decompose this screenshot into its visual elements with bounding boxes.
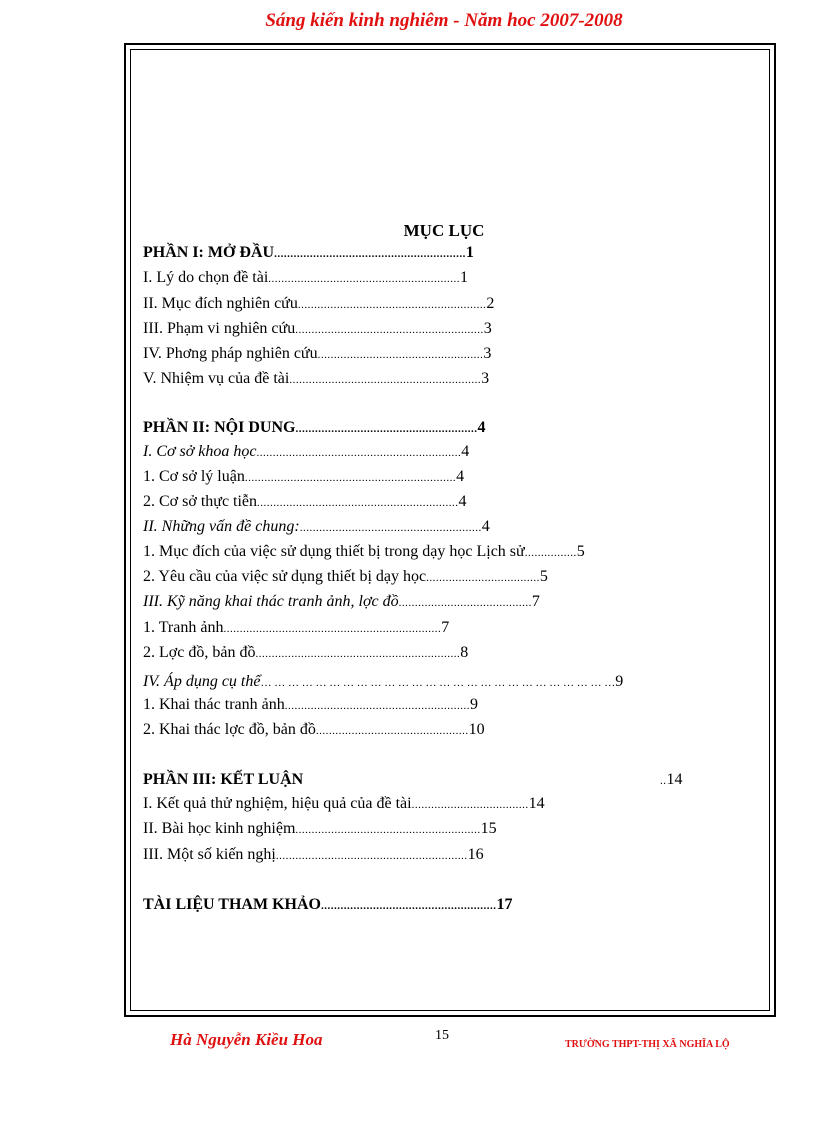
toc-entry: I. Cơ sở khoa học...............................................................4 xyxy=(143,443,470,460)
page-header: Sáng kiến kinh nghiêm - Năm hoc 2007-2008 xyxy=(265,10,623,31)
toc-entry: PHẦN I: MỞ ĐẦU...........................................................1 xyxy=(143,244,474,261)
toc-entry: II. Bài học kinh nghiệm.........................................................15 xyxy=(143,820,497,837)
toc-entry: 2. Lợc đồ, bản đồ...............................................................8 xyxy=(143,644,469,661)
toc-title: MỤC LỤC xyxy=(403,221,485,240)
toc-entry: III. Một số kiến nghị...........................................................16 xyxy=(143,846,484,863)
toc-entry: V. Nhiệm vụ của đề tài...........................................................3 xyxy=(143,370,490,387)
toc-entry: 1. Cơ sở lý luận.................................................................4 xyxy=(143,468,465,485)
toc-entry: III. Kỹ năng khai thác tranh ảnh, lợc đồ.........................................7 xyxy=(143,593,540,610)
toc-entry: PHẦN III: KẾT LUẬN xyxy=(143,771,304,788)
toc-entry: III. Phạm vi nghiên cứu..........................................................3 xyxy=(143,320,492,337)
toc-entry: 1. Khai thác tranh ảnh.........................................................9 xyxy=(143,696,478,713)
footer-school: TRƯỜNG THPT-THỊ XÃ NGHĨA LỘ xyxy=(565,1039,730,1050)
toc-entry: I. Lý do chọn đề tài...........................................................1 xyxy=(143,269,469,286)
toc-entry: 2. Khai thác lợc đồ, bản đồ...............................................10 xyxy=(143,721,485,738)
toc-entry: PHẦN II: NỘI DUNG........................................................4 xyxy=(143,419,486,436)
toc-entry: 1. Tranh ảnh...................................................................7 xyxy=(143,619,450,636)
footer-author: Hà Nguyễn Kiều Hoa xyxy=(170,1030,323,1049)
toc-entry: TÀI LIỆU THAM KHẢO......................................................17 xyxy=(143,896,513,913)
toc-entry: 1. Mục đích của việc sử dụng thiết bị trong dạy học Lịch sử................5 xyxy=(143,543,585,560)
page-number: 15 xyxy=(435,1028,449,1043)
toc-entry: 2. Cơ sở thực tiễn..............................................................4 xyxy=(143,493,467,510)
toc-entry: I. Kết quả thử nghiệm, hiệu quả của đề tài....................................14 xyxy=(143,795,545,812)
toc-entry-page: ..14 xyxy=(660,771,683,788)
toc-entry: IV. Phơng pháp nghiên cứu...................................................3 xyxy=(143,345,492,362)
toc-entry: II. Mục đích nghiên cứu..........................................................2 xyxy=(143,295,495,312)
toc-entry: IV. Áp dụng cụ thể… … … … … … … … … … … … … … … … … … … … … … … … … …9 xyxy=(143,673,624,690)
toc-entry: II. Những vấn đề chung:........................................................4 xyxy=(143,518,490,535)
toc-entry: 2. Yêu cầu của việc sử dụng thiết bị dạy học...................................5 xyxy=(143,568,548,585)
